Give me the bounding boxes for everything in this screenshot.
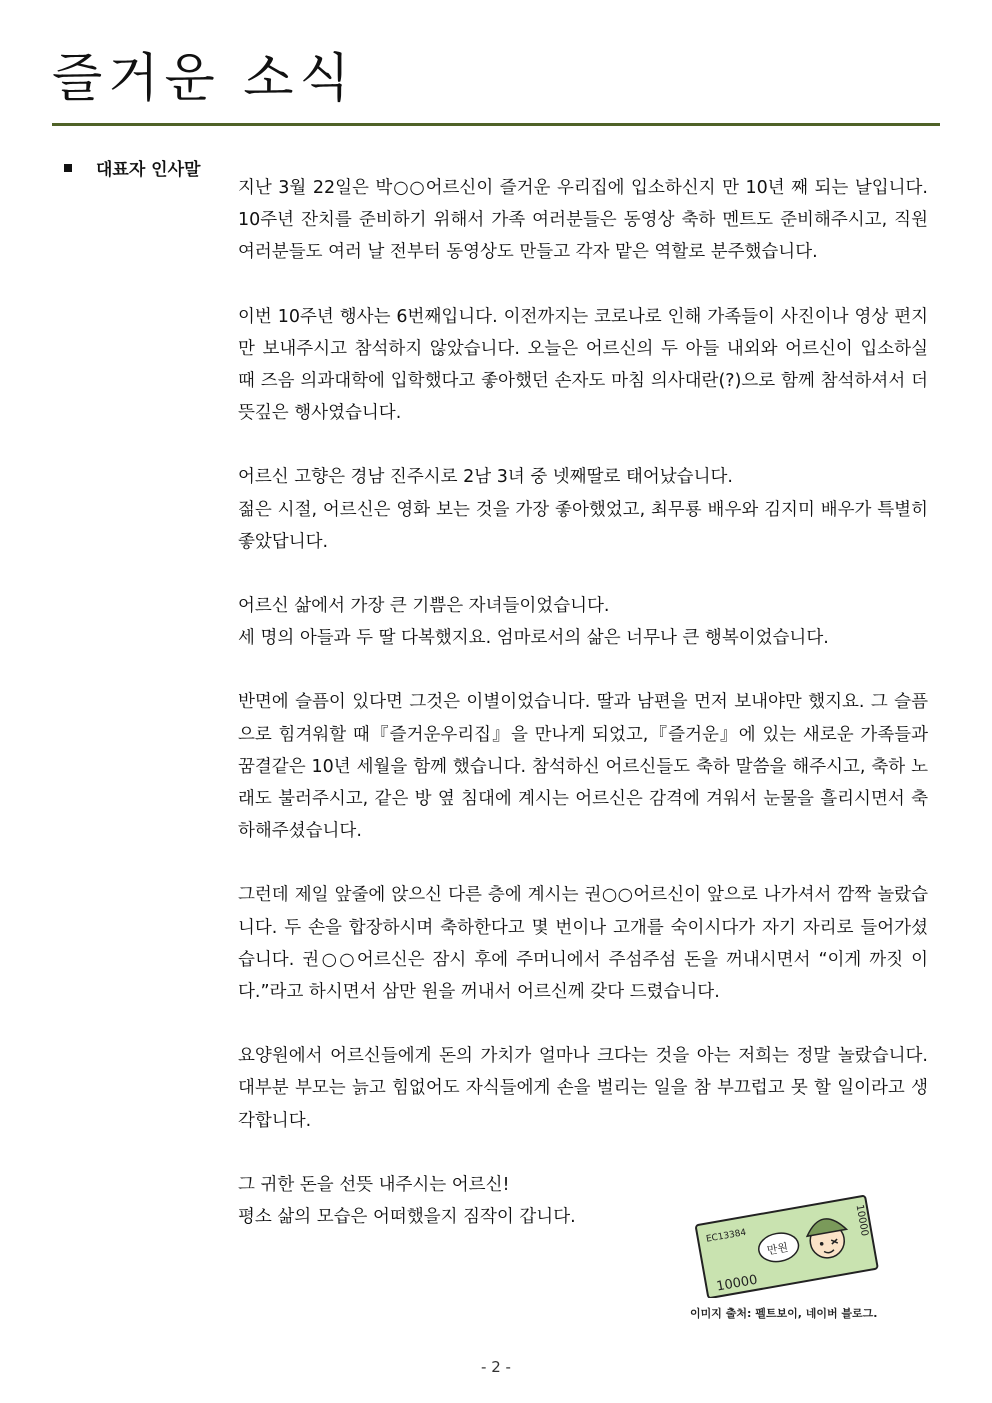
page-number: - 2 - <box>481 1358 511 1376</box>
paragraph: 반면에 슬픔이 있다면 그것은 이별이었습니다. 딸과 남편을 먼저 보내야만 했지요. 그 슬픔으로 힘겨워할 때『즐거운우리집』을 만나게 되었고,『즐거운』에 있는 새로운 가족들과 꿈결같은 10년 세월을 함께 했습니다. 참석하신 어르신들도 축하 말씀을 해주시고, 축하 노래도 불러주시고, 같은 방 옆 침대에 계시는 어르신은 감격에 겨워서 눈물을 흘리시면서 축하해주셨습니다. <box>238 692 928 842</box>
paragraph: 이번 10주년 행사는 6번째입니다. 이전까지는 코로나로 인해 가족들이 사진이나 영상 편지만 보내주시고 참석하지 않았습니다. 오늘은 어르신의 두 아들 내외와 어르신이 입소하실 때 즈음 의과대학에 입학했다고 좋아했던 손자도 마침 의사대란(?)으로 함께 참석하셔서 더 뜻깊은 행사였습니다. <box>238 306 928 424</box>
speech-bubble-text: 만원 <box>765 1240 790 1258</box>
image-caption: 이미지 출처: 펠트보이, 네이버 블로그. <box>690 1307 878 1320</box>
paragraph: 그 귀한 돈을 선뜻 내주시는 어르신! 평소 삶의 모습은 어떠했을지 짐작이 갑니다. <box>238 1174 576 1228</box>
banknote-illustration <box>692 1188 880 1298</box>
article-body <box>238 172 928 1265</box>
paragraph: 어르신 삶에서 가장 큰 기쁨은 자녀들이었습니다. 세 명의 아들과 두 딸 다복했지요. 엄마로서의 삶은 너무나 큰 행복이었습니다. <box>238 596 829 649</box>
paragraph: 어르신 고향은 경남 진주시로 2남 3녀 중 넷째딸로 태어났습니다. 젊은 시절, 어르신은 영화 보는 것을 가장 좋아했었고, 최무룡 배우와 김지미 배우가 특별히 좋았답니다. <box>238 467 928 552</box>
paragraph: 그런데 제일 앞줄에 앉으신 다른 층에 계시는 권○○어르신이 앞으로 나가셔서 깜짝 놀랐습니다. 두 손을 합장하시며 축하한다고 몇 번이나 고개를 숙이시다가 자기 자리로 들어가셨습니다. 권○○어르신은 잠시 후에 주머니에서 주섬주섬 돈을 꺼내시면서 “이게 까짓 이다.”라고 하시면서 삼만 원을 꺼내서 어르신께 갖다 드렸습니다. <box>238 885 928 1003</box>
section-heading-label: 대표자 인사말 <box>96 160 201 180</box>
title-divider <box>52 123 940 126</box>
square-bullet-icon <box>64 164 72 172</box>
section-heading <box>64 158 200 182</box>
banknote-serial: EC13384 <box>705 1227 748 1245</box>
paragraph: 지난 3월 22일은 박○○어르신이 즐거운 우리집에 입소하신지 만 10년 째 되는 날입니다. 10주년 잔치를 준비하기 위해서 가족 여러분들은 동영상 축하 멘트도 준비해주시고, 직원 여러분들도 여러 날 전부터 동영상도 만들고 각자 맡은 역할로 분주했습니다. <box>238 178 928 263</box>
banknote-amount-left: 10000 <box>715 1272 759 1295</box>
page-title: 즐거운 소식 <box>52 49 356 109</box>
banknote-amount-right: 10000 <box>853 1203 870 1238</box>
paragraph: 요양원에서 어르신들에게 돈의 가치가 얼마나 크다는 것을 아는 저희는 정말 놀랐습니다. 대부분 부모는 늙고 힘없어도 자식들에게 손을 벌리는 일을 참 부끄럽고 못 할 일이라고 생각합니다. <box>238 1046 928 1131</box>
